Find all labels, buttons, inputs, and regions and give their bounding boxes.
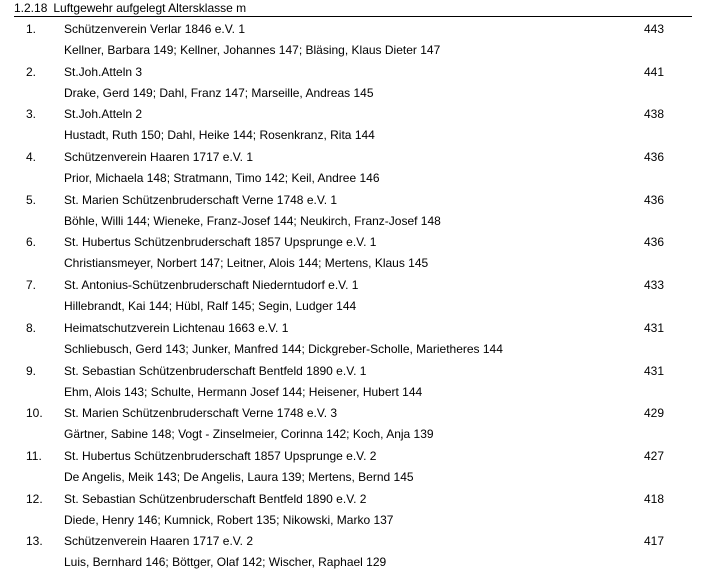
club-name: St.Joh.Atteln 2 — [64, 107, 143, 122]
club-name: Schützenverein Haaren 1717 e.V. 1 — [64, 150, 254, 165]
total-score: 417 — [643, 534, 664, 549]
total-score: 427 — [643, 448, 664, 463]
club-name: St. Sebastian Schützenbruderschaft Bentfeld 1890 e.V. 1 — [64, 363, 367, 378]
shooter-list: Hillebrandt, Kai 144; Hübl, Ralf 145; Segin, Ludger 144 — [64, 299, 357, 314]
total-score: 438 — [643, 107, 664, 122]
shooter-list: Gärtner, Sabine 148; Vogt - Zinselmeier, Corinna 142; Koch, Anja 139 — [64, 427, 434, 442]
club-name: Schützenverein Haaren 1717 e.V. 2 — [64, 534, 254, 549]
result-entry — [0, 230, 720, 273]
rank: 6. — [26, 235, 37, 250]
shooter-list: Ehm, Alois 143; Schulte, Hermann Josef 144; Heisener, Hubert 144 — [64, 384, 423, 399]
result-entry — [0, 273, 720, 316]
result-entry — [0, 145, 720, 188]
club-name: St.Joh.Atteln 3 — [64, 64, 143, 79]
rank: 7. — [26, 278, 37, 293]
club-name: St. Antonius-Schützenbruderschaft Niederntudorf e.V. 1 — [64, 278, 359, 293]
shooter-list: Prior, Michaela 148; Stratmann, Timo 142; Keil, Andree 146 — [64, 171, 380, 186]
result-entry — [0, 444, 720, 487]
shooter-list: Schliebusch, Gerd 143; Junker, Manfred 144; Dickgreber-Scholle, Marietheres 144 — [64, 341, 503, 356]
shooter-list: De Angelis, Meik 143; De Angelis, Laura 139; Mertens, Bernd 145 — [64, 469, 414, 484]
rank: 10. — [26, 406, 43, 421]
shooter-list: Hustadt, Ruth 150; Dahl, Heike 144; Rosenkranz, Rita 144 — [64, 128, 375, 143]
club-name: St. Sebastian Schützenbruderschaft Bentfeld 1890 e.V. 2 — [64, 491, 367, 506]
result-entry — [0, 359, 720, 402]
result-entry — [0, 188, 720, 231]
total-score: 443 — [643, 22, 664, 36]
results-list — [0, 17, 720, 572]
section-header — [14, 1, 692, 17]
rank: 1. — [26, 22, 37, 36]
shooter-list: Böhle, Willi 144; Wieneke, Franz-Josef 144; Neukirch, Franz-Josef 148 — [64, 213, 441, 228]
result-entry — [0, 316, 720, 359]
club-name: Schützenverein Verlar 1846 e.V. 1 — [64, 22, 246, 36]
total-score: 441 — [643, 64, 664, 79]
result-entry — [0, 17, 720, 60]
total-score: 431 — [643, 363, 664, 378]
total-score: 436 — [643, 235, 664, 250]
result-entry — [0, 529, 720, 572]
club-name: St. Marien Schützenbruderschaft Verne 1748 e.V. 3 — [64, 406, 338, 421]
section-title: Luftgewehr aufgelegt Altersklasse m — [53, 1, 247, 15]
club-name: St. Hubertus Schützenbruderschaft 1857 Upsprunge e.V. 1 — [64, 235, 377, 250]
rank: 8. — [26, 320, 37, 335]
rank: 11. — [26, 448, 42, 463]
section-number: 1.2.18 — [14, 1, 48, 15]
rank: 3. — [26, 107, 37, 122]
result-entry — [0, 102, 720, 145]
total-score: 429 — [643, 406, 664, 421]
total-score: 433 — [643, 278, 664, 293]
rank: 12. — [26, 491, 43, 506]
total-score: 431 — [643, 320, 664, 335]
rank: 5. — [26, 192, 37, 207]
result-entry — [0, 60, 720, 103]
total-score: 436 — [643, 192, 664, 207]
rank: 4. — [26, 150, 37, 165]
club-name: Heimatschutzverein Lichtenau 1663 e.V. 1 — [64, 320, 289, 335]
club-name: St. Hubertus Schützenbruderschaft 1857 Upsprunge e.V. 2 — [64, 448, 377, 463]
shooter-list: Christiansmeyer, Norbert 147; Leitner, Alois 144; Mertens, Klaus 145 — [64, 256, 429, 271]
shooter-list: Drake, Gerd 149; Dahl, Franz 147; Marseille, Andreas 145 — [64, 85, 374, 100]
total-score: 436 — [643, 150, 664, 165]
shooter-list: Kellner, Barbara 149; Kellner, Johannes 147; Bläsing, Klaus Dieter 147 — [64, 43, 441, 57]
club-name: St. Marien Schützenbruderschaft Verne 1748 e.V. 1 — [64, 192, 338, 207]
result-entry — [0, 487, 720, 530]
rank: 13. — [26, 534, 43, 549]
rank: 2. — [26, 64, 37, 79]
total-score: 418 — [643, 491, 664, 506]
shooter-list: Luis, Bernhard 146; Böttger, Olaf 142; Wischer, Raphael 129 — [64, 555, 387, 570]
rank: 9. — [26, 363, 37, 378]
result-entry — [0, 401, 720, 444]
shooter-list: Diede, Henry 146; Kumnick, Robert 135; Nikowski, Marko 137 — [64, 512, 394, 527]
